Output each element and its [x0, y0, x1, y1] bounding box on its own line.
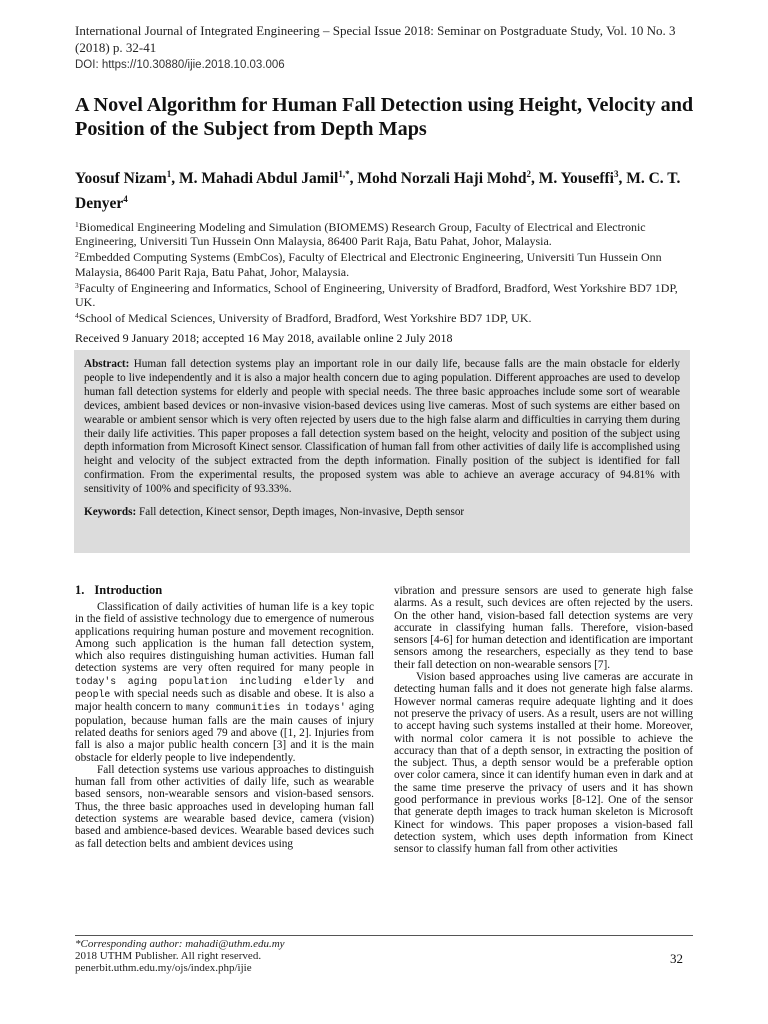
- author-name: M. Mahadi Abdul Jamil: [178, 170, 339, 187]
- keywords-label: Keywords:: [84, 506, 137, 519]
- body-paragraph: Fall detection systems use various approaches to distinguish human fall from other activities of daily life, such as wearable based sensors, non-wearable sensors and vision-based sensors. Thus, the three basic approaches used in developing human fall detection systems are wearable based device, camera (vision) based and ambience-based devices. Wearable based devices such as fall detection belts and ambient devices using: [75, 763, 374, 850]
- body-text: with special needs such as disable and obese. It is also a major health concern to: [75, 688, 374, 714]
- affiliation-item: [75, 279, 695, 309]
- affiliation-item: [75, 309, 695, 325]
- author-separator: ,: [531, 170, 539, 187]
- author-separator: ,: [618, 170, 627, 187]
- affiliation-text: Embedded Computing Systems (EmbCos), Faculty of Electrical and Electronic Engineering, Universiti Tun Hussein Onn Malaysia, 86400 Parit Raja, Batu Pahat, Johor, Malaysia.: [75, 250, 662, 279]
- journal-header: [75, 23, 695, 74]
- copyright-notice: 2018 UTHM Publisher. All right reserved.: [75, 949, 262, 962]
- abstract-paragraph: [84, 358, 680, 497]
- left-column: [75, 583, 374, 850]
- journal-url[interactable]: penerbit.uthm.edu.my/ojs/index.php/ijie: [75, 961, 252, 974]
- keywords-line: [84, 505, 680, 519]
- paper-title: A Novel Algorithm for Human Fall Detection using Height, Velocity and Position of the Subject from Depth Maps: [75, 94, 694, 140]
- author-separator: ,: [349, 170, 358, 187]
- author-name: M. Youseffi: [538, 170, 614, 187]
- right-column: [394, 585, 693, 856]
- author-list: [75, 164, 695, 214]
- body-paragraph: Vision based approaches using live cameras are accurate in detecting human falls and it does not generate high false alarms. However normal cameras require adequate lighting and it does not preserve the privacy of users. As a result, users are not willing to accept having such systems installed at their home. Moreover, with normal color camera it is not possible to achieve the accuracy than that of a depth sensor, in extracting the position of the subject. Thus, a depth sensor would be a preferable option over color camera, since it can identify human even in dark and at the same time preserve the privacy of users and it has shown good performance in previous works [8-12]. One of the sensor that generate depth images to track human skeleton is Microsoft Kinect for windows. This paper proposes a vision-based fall detection system, which uses depth information from Kinect sensor to classify human fall from other activities: [394, 671, 693, 856]
- affiliation-list: [75, 218, 695, 325]
- affiliation-number: 2: [75, 250, 79, 260]
- body-text-monospace: today's aging population including elderly and people: [75, 675, 374, 701]
- abstract-box: [74, 350, 690, 553]
- affiliation-number: 1: [75, 220, 79, 229]
- body-text: aging population, because human falls are the main causes of injury related deaths for seniors aged 79 and above ([1, 2]. Injuries from fall is also a major public health concern [3] and it is the main obstacle for elderly people to live independently.: [75, 701, 374, 764]
- body-paragraph: vibration and pressure sensors are used to generate high false alarms. As a result, such devices are often rejected by the users. On the other hand, vision-based fall detection systems are very accurate in classifying human falls. Therefore, vision-based sensors [4-6] for human detection and identification are important sensors among the researchers, especially as they tend to base their fall detection on non-wearable sensors [7].: [394, 585, 693, 671]
- corresponding-author: *Corresponding author: mahadi@uthm.edu.my: [75, 938, 285, 950]
- footnote-divider: [75, 935, 693, 936]
- doi-link[interactable]: DOI: https://10.30880/ijie.2018.10.03.006: [75, 59, 285, 71]
- author-affiliation-mark: 4: [123, 194, 128, 204]
- body-text: Classification of daily activities of human life is a key topic in the field of assistive technology due to emergence of numerous applications requiring human posture and movement recognition. Among such application is the human fall detection system, which also requires distinguishing human activities. Human fall detection systems are very often required for many people in: [75, 601, 374, 675]
- author-name: M. C. T. Denyer: [75, 170, 681, 212]
- affiliation-number: 4: [75, 311, 79, 321]
- keywords-text: Fall detection, Kinect sensor, Depth images, Non-invasive, Depth sensor: [139, 506, 465, 519]
- abstract-label: Abstract:: [84, 358, 130, 370]
- received-dates: Received 9 January 2018; accepted 16 May 2018, available online 2 July 2018: [75, 331, 453, 345]
- footnote: [75, 939, 495, 974]
- section-title: Introduction: [94, 583, 163, 597]
- abstract-text: Human fall detection systems play an important role in our daily life, because falls are the main obstacle for elderly people to live independently and it is also a major health concern due to aging population. Different approaches are used to develop human fall detection systems for elderly and people with special needs. The three basic approaches include some sort of wearable devices, ambient based devices or non-invasive vision-based devices using live cameras. Most of such systems are either based on wearable or ambient sensor which is very often rejected by users due to the high false alarm and difficulties in carrying them during their daily life activities. This paper proposes a fall detection system based on the height, velocity and position of the subject using depth information from Microsoft Kinect sensor. Classification of human fall from other activities of daily life is accomplished using height and velocity of the subject extracted from the depth information. Finally position of the subject is identified for fall confirmation. From the experimental results, the proposed system was able to achieve an average accuracy of 94.81% with sensitivity of 100% and specificity of 93.33%.: [84, 358, 680, 496]
- author-name: Mohd Norzali Haji Mohd: [357, 170, 527, 187]
- affiliation-text: School of Medical Sciences, University of Bradford, Bradford, West Yorkshire BD7 1DP, UK.: [78, 311, 532, 326]
- affiliation-item: [75, 218, 695, 248]
- section-number: 1.: [75, 583, 85, 597]
- author-affiliation-mark: 2: [526, 169, 532, 179]
- author-separator: ,: [171, 170, 179, 187]
- affiliation-text: Biomedical Engineering Modeling and Simulation (BIOMEMS) Research Group, Faculty of Electrical and Electronic Engineering, Universiti Tun Hussein Onn Malaysia, 86400 Parit Raja, Batu Pahat, Johor, Malaysia.: [75, 220, 646, 249]
- author-affiliation-mark: 3: [613, 169, 619, 179]
- journal-citation: International Journal of Integrated Engineering – Special Issue 2018: Seminar on Postgraduate Study, Vol. 10 No. 3 (2018) p. 32-41: [75, 23, 676, 55]
- author-affiliation-mark: 1: [166, 169, 172, 179]
- page-number: 32: [670, 951, 683, 966]
- affiliation-number: 3: [75, 280, 79, 290]
- affiliation-item: [75, 248, 695, 278]
- body-paragraph: [75, 601, 374, 764]
- author-affiliation-mark: 1,*: [338, 169, 350, 179]
- section-heading: [75, 583, 374, 597]
- affiliation-text: Faculty of Engineering and Informatics, School of Engineering, University of Bradford, Bradford, West Yorkshire BD7 1DP, UK.: [75, 280, 678, 310]
- author-name: Yoosuf Nizam: [75, 170, 167, 187]
- body-text-monospace: many communities in todays': [186, 702, 346, 714]
